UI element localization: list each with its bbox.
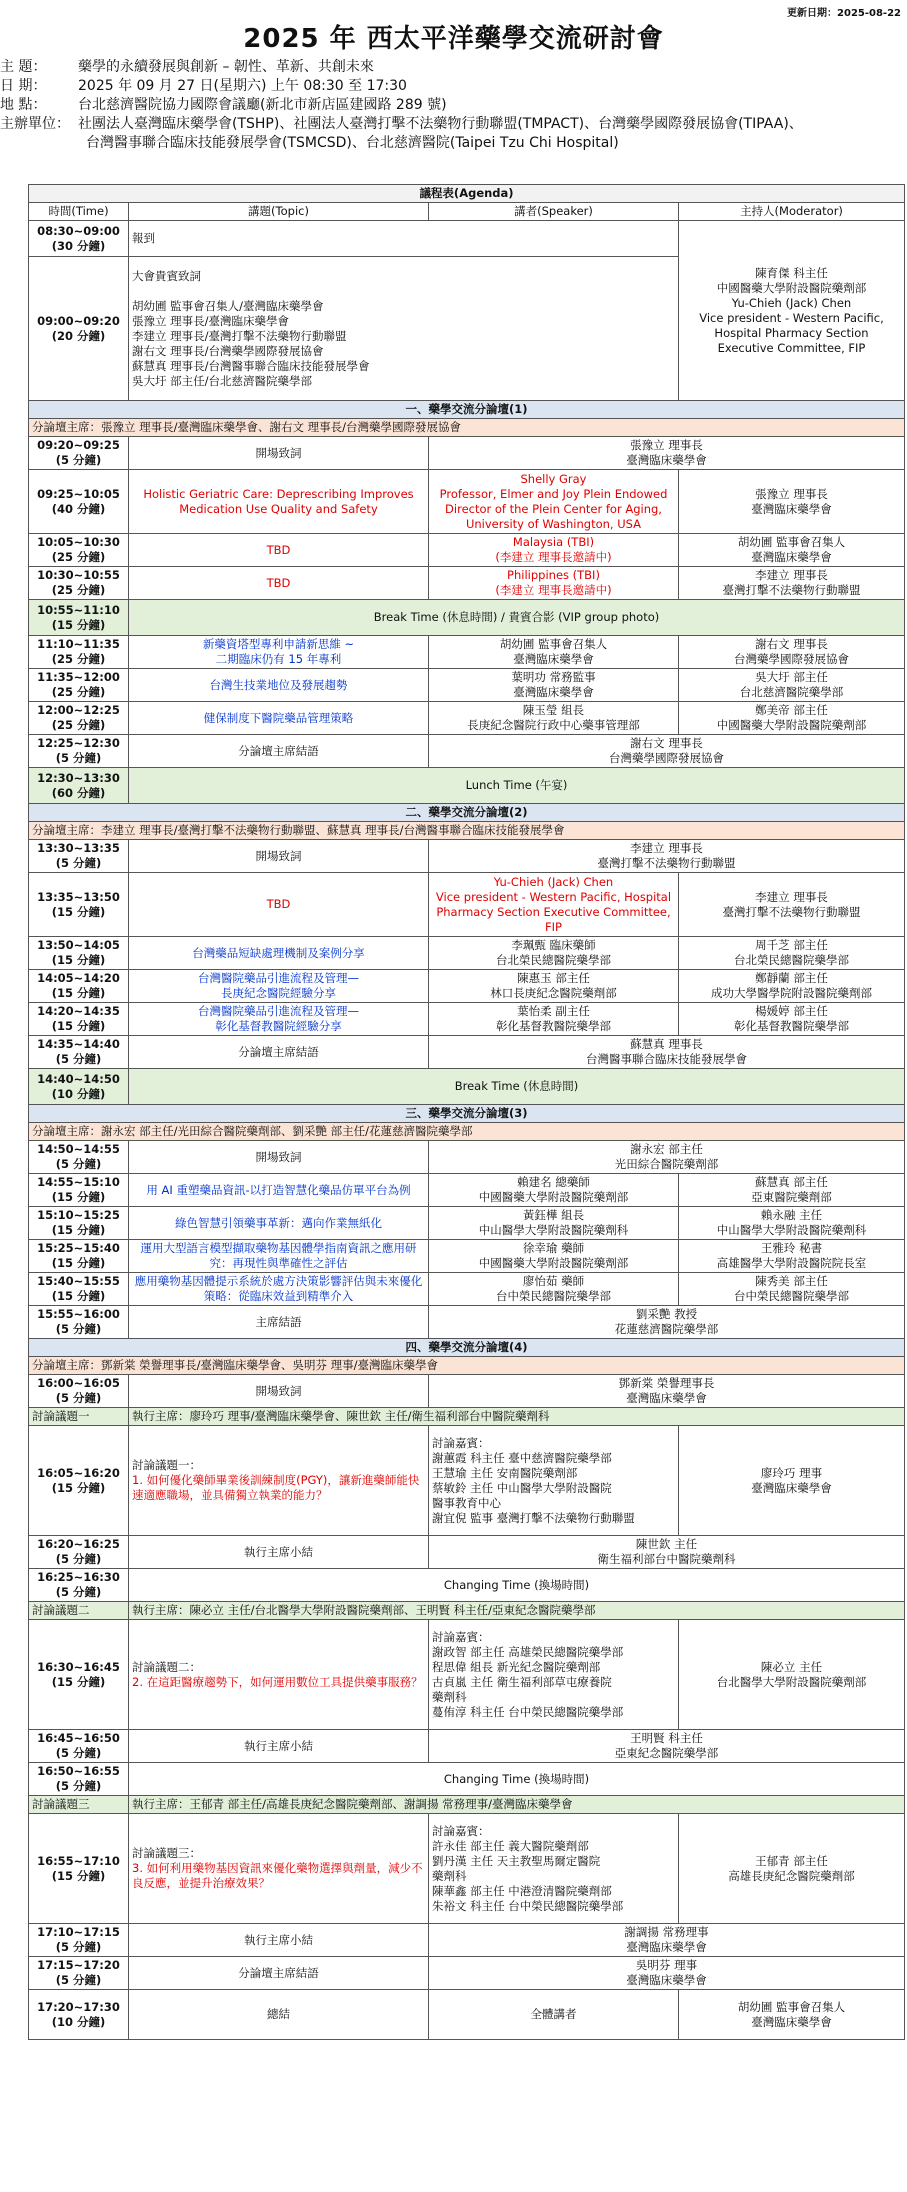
moderator-cell: 謝右文 理事長 台灣藥學國際發展協會 [679, 636, 905, 669]
speaker-cell: 賴建名 總藥師 中國醫藥大學附設醫院藥劑部 [429, 1174, 679, 1207]
speaker-cell: 李建立 理事長 臺灣打擊不法藥物行動聯盟 [429, 840, 905, 873]
moderator-cell: 胡幼圃 監事會召集人 臺灣臨床藥學會 [679, 534, 905, 567]
moderator-cell: 陳秀美 部主任 台中榮民總醫院藥學部 [679, 1273, 905, 1306]
speaker-cell: 蘇慧真 理事長 台灣醫事聯合臨床技能發展學會 [429, 1036, 905, 1069]
changing-cell: Changing Time (換場時間) [129, 1763, 905, 1796]
table-row [29, 636, 905, 669]
moderator-cell: 楊媛婷 部主任 彰化基督教醫院藥學部 [679, 1003, 905, 1036]
discussion-guests: 討論嘉賓： 謝蕙霞 科主任 臺中慈濟醫院藥學部 王慧瑜 主任 安南醫院藥劑部 蔡敏鈴 主任 中山醫學大學附設醫院 醫事教育中心 謝宜倪 監事 臺灣打擊不法藥物行動聯盟 [429, 1426, 679, 1536]
time-cell: 10:55~11:10 (15 分鐘) [29, 600, 129, 636]
moderator-cell: 賴永融 主任 中山醫學大學附設醫院藥劑科 [679, 1207, 905, 1240]
table-row [29, 470, 905, 534]
table-row [29, 735, 905, 768]
table-row [29, 840, 905, 873]
time-cell: 09:00~09:20 (20 分鐘) [29, 257, 129, 401]
moderator-cell: 鄭美帝 部主任 中國醫藥大學附設醫院藥劑部 [679, 702, 905, 735]
section-host: 分論壇主席：李建立 理事長/臺灣打擊不法藥物行動聯盟、蘇慧真 理事長/台灣醫事聯合臨床技能發展學會 [29, 822, 905, 840]
topic-cell: 執行主席小結 [129, 1536, 429, 1569]
update-date: 更新日期：2025-08-22 [787, 8, 901, 19]
time-cell: 14:50~14:55 (5 分鐘) [29, 1141, 129, 1174]
speaker-cell: 王明賢 科主任 亞東紀念醫院藥學部 [429, 1730, 905, 1763]
discussion-topic-title: 討論議題三： [132, 1846, 201, 1860]
topic-cell: 開場致詞 [129, 437, 429, 470]
time-cell: 12:25~12:30 (5 分鐘) [29, 735, 129, 768]
moderator-cell: 李建立 理事長 臺灣打擊不法藥物行動聯盟 [679, 567, 905, 600]
topic-cell: Holistic Geriatric Care: Deprescribing Improves Medication Use Quality and Safety [129, 470, 429, 534]
column-header: 講題(Topic) [129, 203, 429, 221]
discussion-label: 討論議題二 [29, 1602, 129, 1620]
table-row [29, 419, 905, 437]
speaker-cell: 謝調揚 常務理事 臺灣臨床藥學會 [429, 1924, 905, 1957]
moderator-cell: 張豫立 理事長 臺灣臨床藥學會 [679, 470, 905, 534]
info-value: 藥學的永續發展與創新 – 韌性、革新、共創未來 [78, 59, 374, 75]
time-cell: 16:05~16:20 (15 分鐘) [29, 1426, 129, 1536]
moderator-cell: 李建立 理事長 臺灣打擊不法藥物行動聯盟 [679, 873, 905, 937]
time-cell: 14:05~14:20 (15 分鐘) [29, 970, 129, 1003]
table-row [29, 1814, 905, 1924]
moderator-cell: 吳大圩 部主任 台北慈濟醫院藥學部 [679, 669, 905, 702]
section-title: 三、藥學交流分論壇(3) [29, 1105, 905, 1123]
section-host: 分論壇主席：張豫立 理事長/臺灣臨床藥學會、謝右文 理事長/台灣藥學國際發展協會 [29, 419, 905, 437]
section-host: 分論壇主席：謝永宏 部主任/光田綜合醫院藥劑部、劉采艷 部主任/花蓮慈濟醫院藥學部 [29, 1123, 905, 1141]
topic-cell: 台灣醫院藥品引進流程及管理— 彰化基督教醫院經驗分享 [129, 1003, 429, 1036]
time-cell: 16:45~16:50 (5 分鐘) [29, 1730, 129, 1763]
time-cell: 10:30~10:55 (25 分鐘) [29, 567, 129, 600]
info-key: 主 題： [0, 59, 47, 75]
topic-cell: 開場致詞 [129, 1141, 429, 1174]
table-row [29, 1569, 905, 1602]
speaker-cell: Malaysia (TBI) (李建立 理事長邀請中) [429, 534, 679, 567]
changing-cell: Changing Time (換場時間) [129, 1569, 905, 1602]
table-row [29, 1036, 905, 1069]
section-title: 二、藥學交流分論壇(2) [29, 804, 905, 822]
table-row [29, 1408, 905, 1426]
time-cell: 11:35~12:00 (25 分鐘) [29, 669, 129, 702]
topic-cell: 執行主席小結 [129, 1730, 429, 1763]
table-row [29, 1174, 905, 1207]
topic-cell: 台灣藥品短缺處理機制及案例分享 [129, 937, 429, 970]
topic-cell: 用 AI 重塑藥品資訊-以打造智慧化藥品仿單平台為例 [129, 1174, 429, 1207]
topic-cell: 分論壇主席結語 [129, 1957, 429, 1990]
speaker-cell: 謝永宏 部主任 光田綜合醫院藥劑部 [429, 1141, 905, 1174]
break-cell: Break Time (休息時間) [129, 1069, 905, 1105]
section-title: 一、藥學交流分論壇(1) [29, 401, 905, 419]
speaker-cell: Philippines (TBI) (李建立 理事長邀請中) [429, 567, 679, 600]
speaker-cell: 鄧新棠 榮譽理事長 臺灣臨床藥學會 [429, 1375, 905, 1408]
table-row [29, 1796, 905, 1814]
table-row [29, 1357, 905, 1375]
topic-cell: 台灣生技業地位及發展趨勢 [129, 669, 429, 702]
speaker-cell: 李珮甄 臨床藥師 台北榮民總醫院藥學部 [429, 937, 679, 970]
table-row [29, 1536, 905, 1569]
column-header: 主持人(Moderator) [679, 203, 905, 221]
table-row [29, 873, 905, 937]
speaker-cell: 葉怡柔 副主任 彰化基督教醫院藥學部 [429, 1003, 679, 1036]
time-cell: 10:05~10:30 (25 分鐘) [29, 534, 129, 567]
discussion-guests: 討論嘉賓： 許永佳 部主任 義大醫院藥劑部 劉丹漢 主任 天主教聖馬爾定醫院 藥劑科 陳華鑫 部主任 中港澄清醫院藥劑部 朱裕文 科主任 台中榮民總醫院藥學部 [429, 1814, 679, 1924]
topic-cell: 分論壇主席結語 [129, 735, 429, 768]
discussion-label: 討論議題一 [29, 1408, 129, 1426]
speaker-cell: 全體講者 [429, 1990, 679, 2040]
column-header: 講者(Speaker) [429, 203, 679, 221]
time-cell: 14:35~14:40 (5 分鐘) [29, 1036, 129, 1069]
table-row [29, 1375, 905, 1408]
speaker-cell: 劉采艷 教授 花蓮慈濟醫院藥學部 [429, 1306, 905, 1339]
topic-cell: TBD [129, 534, 429, 567]
moderator-cell: 王雅玲 秘書 高雄醫學大學附設醫院院長室 [679, 1240, 905, 1273]
table-row [29, 937, 905, 970]
time-cell: 15:40~15:55 (15 分鐘) [29, 1273, 129, 1306]
discussion-chair: 執行主席：王郁青 部主任/高雄長庚紀念醫院藥劑部、謝調揚 常務理事/臺灣臨床藥學會 [129, 1796, 905, 1814]
moderator-cell: 陳必立 主任 台北醫學大學附設醫院藥劑部 [679, 1620, 905, 1730]
table-row [29, 1003, 905, 1036]
table-row [29, 185, 905, 203]
table-row [29, 1141, 905, 1174]
topic-cell: 分論壇主席結語 [129, 1036, 429, 1069]
table-row [29, 1602, 905, 1620]
info-value: 2025 年 09 月 27 日(星期六) 上午 08:30 至 17:30 [78, 78, 407, 94]
page-title: 2025 年 西太平洋藥學交流研討會 [243, 24, 664, 54]
table-row [29, 437, 905, 470]
speaker-cell: 徐幸瑜 藥師 中國醫藥大學附設醫院藥劑部 [429, 1240, 679, 1273]
topic-cell: TBD [129, 873, 429, 937]
table-row [29, 534, 905, 567]
info-value-cont: 台灣醫事聯合臨床技能發展學會(TSMCSD)、台北慈濟醫院(Taipei Tzu Chi Hospital) [86, 135, 619, 151]
discussion-label: 討論議題三 [29, 1796, 129, 1814]
table-row [29, 970, 905, 1003]
table-row [29, 1069, 905, 1105]
time-cell: 11:10~11:35 (25 分鐘) [29, 636, 129, 669]
section-title: 四、藥學交流分論壇(4) [29, 1339, 905, 1357]
info-value: 社團法人臺灣臨床藥學會(TSHP)、社團法人臺灣打擊不法藥物行動聯盟(TMPACT)、台灣藥學國際發展協會(TIPAA)、 [78, 116, 803, 132]
time-cell: 09:20~09:25 (5 分鐘) [29, 437, 129, 470]
info-row [0, 58, 907, 77]
info-row [0, 96, 907, 115]
topic-cell: 開場致詞 [129, 840, 429, 873]
time-cell: 13:30~13:35 (5 分鐘) [29, 840, 129, 873]
time-cell: 13:50~14:05 (15 分鐘) [29, 937, 129, 970]
speaker-cell: Yu-Chieh (Jack) Chen Vice president - Western Pacific, Hospital Pharmacy Section Executive Committee, FIP [429, 873, 679, 937]
event-info [0, 58, 907, 153]
time-cell: 14:20~14:35 (15 分鐘) [29, 1003, 129, 1036]
table-row [29, 1339, 905, 1357]
speaker-cell: 葉明功 常務監事 臺灣臨床藥學會 [429, 669, 679, 702]
table-row [29, 203, 905, 221]
topic-cell: 健保制度下醫院藥品管理策略 [129, 702, 429, 735]
time-cell: 12:30~13:30 (60 分鐘) [29, 768, 129, 804]
break-cell: Break Time (休息時間) / 貴賓合影 (VIP group photo) [129, 600, 905, 636]
table-row [29, 1924, 905, 1957]
moderator-cell: 周千芝 部主任 台北榮民總醫院藥學部 [679, 937, 905, 970]
table-row [29, 1620, 905, 1730]
discussion-guests: 討論嘉賓： 謝政智 部主任 高雄榮民總醫院藥學部 程思偉 組長 新光紀念醫院藥劑部 古貞嵐 主任 衛生福利部草屯療養院 藥劑科 蔓侑淳 科主任 台中榮民總醫院藥學部 [429, 1620, 679, 1730]
table-row [29, 1957, 905, 1990]
discussion-topic-question: 3. 如何利用藥物基因資訊來優化藥物選擇與劑量，減少不良反應，並提升治療效果？ [132, 1861, 423, 1890]
topic-cell: TBD [129, 567, 429, 600]
time-cell: 16:25~16:30 (5 分鐘) [29, 1569, 129, 1602]
table-row [29, 1123, 905, 1141]
speaker-cell: Shelly Gray Professor, Elmer and Joy Plein Endowed Director of the Plein Center for Aging, University of Washington, USA [429, 470, 679, 534]
topic-cell: 執行主席小結 [129, 1924, 429, 1957]
agenda-table [28, 184, 905, 2040]
speaker-cell: 陳惠玉 部主任 林口長庚紀念醫院藥劑部 [429, 970, 679, 1003]
table-row [29, 1240, 905, 1273]
table-row [29, 822, 905, 840]
discussion-topic [129, 1426, 429, 1536]
topic-cell: 主席結語 [129, 1306, 429, 1339]
topic-cell: 大會貴賓致詞 胡幼圃 監事會召集人/臺灣臨床藥學會 張豫立 理事長/臺灣臨床藥學會 李建立 理事長/臺灣打擊不法藥物行動聯盟 謝右文 理事長/台灣藥學國際發展協會 蘇慧真 理事長/台灣醫事聯合臨床技能發展學會 吳大圩 部主任/台北慈濟醫院藥學部 [129, 257, 679, 401]
topic-cell: 報到 [129, 221, 679, 257]
table-row [29, 768, 905, 804]
time-cell: 16:30~16:45 (15 分鐘) [29, 1620, 129, 1730]
info-key: 日 期： [0, 78, 47, 94]
column-header: 時間(Time) [29, 203, 129, 221]
table-row [29, 1105, 905, 1123]
moderator-cell: 蘇慧真 部主任 亞東醫院藥劑部 [679, 1174, 905, 1207]
topic-cell: 台灣醫院藥品引進流程及管理— 長庚紀念醫院經驗分享 [129, 970, 429, 1003]
time-cell: 17:20~17:30 (10 分鐘) [29, 1990, 129, 2040]
time-cell: 09:25~10:05 (40 分鐘) [29, 470, 129, 534]
table-row [29, 567, 905, 600]
speaker-cell: 吳明芬 理事 臺灣臨床藥學會 [429, 1957, 905, 1990]
agenda-title: 議程表(Agenda) [29, 185, 905, 203]
speaker-cell: 廖怡茹 藥師 台中榮民總醫院藥學部 [429, 1273, 679, 1306]
table-row [29, 1730, 905, 1763]
moderator-cell: 胡幼圃 監事會召集人 臺灣臨床藥學會 [679, 1990, 905, 2040]
info-value: 台北慈濟醫院協力國際會議廳(新北市新店區建國路 289 號) [78, 97, 447, 113]
table-row [29, 1273, 905, 1306]
table-row [29, 1763, 905, 1796]
time-cell: 17:10~17:15 (5 分鐘) [29, 1924, 129, 1957]
topic-cell: 新藥資塔型專利申請新思維 ~ 二期臨床仍有 15 年專利 [129, 636, 429, 669]
speaker-cell: 張豫立 理事長 臺灣臨床藥學會 [429, 437, 905, 470]
table-row [29, 600, 905, 636]
table-row [29, 1306, 905, 1339]
section-host: 分論壇主席：鄧新棠 榮譽理事長/臺灣臨床藥學會、吳明芬 理事/臺灣臨床藥學會 [29, 1357, 905, 1375]
info-row [0, 115, 907, 134]
moderator-cell: 廖玲巧 理事 臺灣臨床藥學會 [679, 1426, 905, 1536]
time-cell: 12:00~12:25 (25 分鐘) [29, 702, 129, 735]
speaker-cell: 黃鈺樺 組長 中山醫學大學附設醫院藥劑科 [429, 1207, 679, 1240]
discussion-topic [129, 1620, 429, 1730]
moderator-cell: 鄭靜蘭 部主任 成功大學醫學院附設醫院藥劑部 [679, 970, 905, 1003]
moderator-cell: 王郁青 部主任 高雄長庚紀念醫院藥劑部 [679, 1814, 905, 1924]
discussion-topic-title: 討論議題二： [132, 1659, 201, 1674]
time-cell: 15:25~15:40 (15 分鐘) [29, 1240, 129, 1273]
moderator-cell: 陳育傑 科主任 中國醫藥大學附設醫院藥劑部 Yu-Chieh (Jack) Chen Vice president - Western Pacific, Hospital Pharmacy Section Executive Committee, FIP [679, 221, 905, 401]
table-row [29, 1207, 905, 1240]
topic-cell: 綠色智慧引領藥事革新：邁向作業無紙化 [129, 1207, 429, 1240]
table-row [29, 401, 905, 419]
table-row [29, 804, 905, 822]
time-cell: 13:35~13:50 (15 分鐘) [29, 873, 129, 937]
table-row [29, 669, 905, 702]
speaker-cell: 胡幼圃 監事會召集人 臺灣臨床藥學會 [429, 636, 679, 669]
time-cell: 14:55~15:10 (15 分鐘) [29, 1174, 129, 1207]
table-row [29, 1426, 905, 1536]
table-row [29, 221, 905, 257]
time-cell: 16:50~16:55 (5 分鐘) [29, 1763, 129, 1796]
time-cell: 16:00~16:05 (5 分鐘) [29, 1375, 129, 1408]
time-cell: 16:20~16:25 (5 分鐘) [29, 1536, 129, 1569]
time-cell: 15:55~16:00 (5 分鐘) [29, 1306, 129, 1339]
topic-cell: 總結 [129, 1990, 429, 2040]
discussion-topic-title: 討論議題一： [132, 1458, 201, 1472]
speaker-cell: 謝右文 理事長 台灣藥學國際發展協會 [429, 735, 905, 768]
topic-cell: 應用藥物基因體提示系統於處方決策影響評估與未來優化策略：從臨床效益到精準介入 [129, 1273, 429, 1306]
topic-cell: 運用大型語言模型擷取藥物基因體學指南資訊之應用研究：再現性與準確性之評估 [129, 1240, 429, 1273]
discussion-chair: 執行主席：陳必立 主任/台北醫學大學附設醫院藥劑部、王明賢 科主任/亞東紀念醫院藥學部 [129, 1602, 905, 1620]
topic-cell: 開場致詞 [129, 1375, 429, 1408]
time-cell: 17:15~17:20 (5 分鐘) [29, 1957, 129, 1990]
discussion-chair: 執行主席：廖玲巧 理事/臺灣臨床藥學會、陳世欽 主任/衛生福利部台中醫院藥劑科 [129, 1408, 905, 1426]
info-key: 地 點： [0, 97, 47, 113]
discussion-topic-question: 1. 如何優化藥師畢業後訓練制度(PGY)，讓新進藥師能快速適應職場，並具備獨立執業的能力？ [132, 1473, 420, 1502]
time-cell: 15:10~15:25 (15 分鐘) [29, 1207, 129, 1240]
time-cell: 08:30~09:00 (30 分鐘) [29, 221, 129, 257]
speaker-cell: 陳玉瑩 組長 長庚紀念醫院行政中心藥事管理部 [429, 702, 679, 735]
speaker-cell: 陳世欽 主任 衛生福利部台中醫院藥劑科 [429, 1536, 905, 1569]
info-key: 主辦單位： [0, 116, 70, 132]
discussion-topic-question: 2. 在這距醫療趨勢下，如何運用數位工具提供藥事服務？ [132, 1674, 423, 1689]
time-cell: 16:55~17:10 (15 分鐘) [29, 1814, 129, 1924]
info-row [0, 77, 907, 96]
discussion-topic [129, 1814, 429, 1924]
table-row [29, 702, 905, 735]
time-cell: 14:40~14:50 (10 分鐘) [29, 1069, 129, 1105]
break-cell: Lunch Time (午宴) [129, 768, 905, 804]
table-row [29, 1990, 905, 2040]
